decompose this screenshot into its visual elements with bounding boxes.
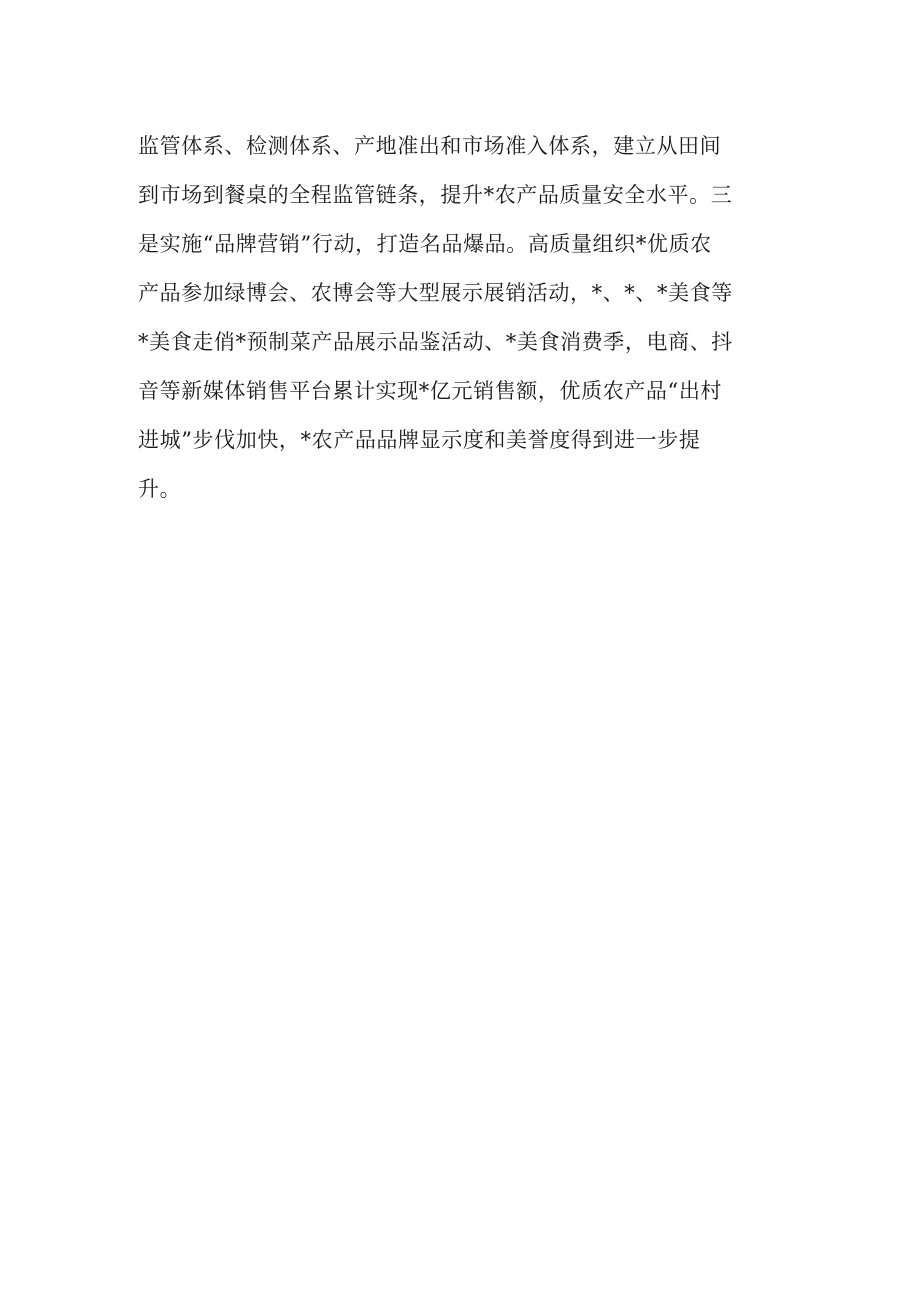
- paragraph-line: *美食走俏*预制菜产品展示品鉴活动、*美食消费季，电商、抖: [138, 330, 733, 354]
- paragraph-line: 进城”步伐加快，*农产品品牌显示度和美誉度得到进一步提: [138, 428, 701, 452]
- body-paragraph: [138, 122, 788, 514]
- paragraph-line: 监管体系、检测体系、产地准出和市场准入体系，建立从田间: [138, 134, 722, 158]
- paragraph-line: 升。: [138, 477, 182, 501]
- paragraph-line: 产品参加绿博会、农博会等大型展示展销活动，*、*、*美食等: [138, 281, 733, 305]
- paragraph-line: 音等新媒体销售平台累计实现*亿元销售额，优质农产品“出村: [138, 379, 723, 403]
- paragraph-line: 到市场到餐桌的全程监管链条，提升*农产品质量安全水平。三: [138, 183, 733, 207]
- paragraph-line: 是实施“品牌营销”行动，打造名品爆品。高质量组织*优质农: [138, 232, 712, 256]
